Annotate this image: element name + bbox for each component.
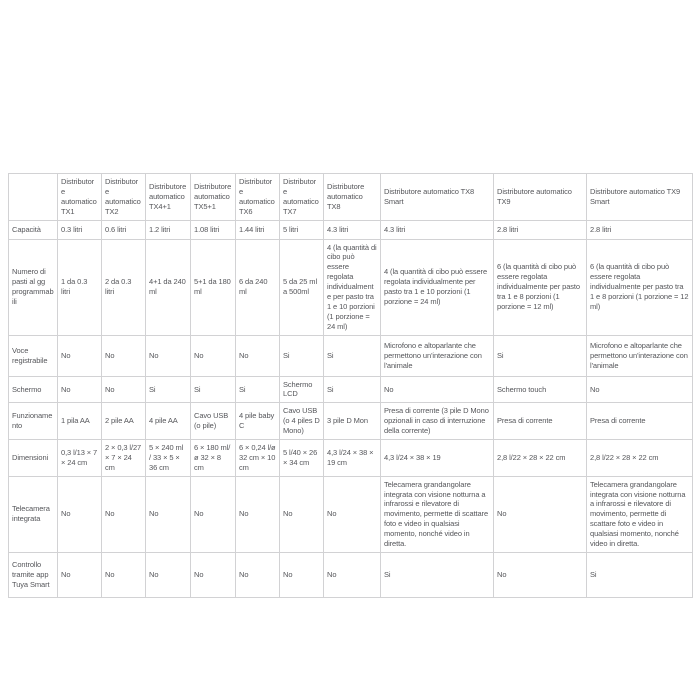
table-cell: 1 da 0.3 litri — [58, 239, 102, 335]
table-cell: No — [58, 335, 102, 376]
table-cell: 4,3 l/24 × 38 × 19 cm — [324, 440, 381, 477]
table-cell: 2 da 0.3 litri — [102, 239, 146, 335]
table-cell: No — [280, 476, 324, 552]
column-header: Distributore automatico TX2 — [102, 174, 146, 221]
row-label: Controllo tramite app Tuya Smart — [9, 552, 58, 597]
table-cell: No — [236, 335, 280, 376]
table-cell: No — [191, 476, 236, 552]
table-cell: 5+1 da 180 ml — [191, 239, 236, 335]
table-cell: No — [587, 376, 693, 403]
table-cell: No — [58, 476, 102, 552]
table-row — [9, 239, 693, 335]
table-cell: 4,3 l/24 × 38 × 19 — [381, 440, 494, 477]
table-cell: Si — [146, 376, 191, 403]
table-cell: Presa di corrente — [494, 403, 587, 440]
table-cell: 4.3 litri — [381, 220, 494, 239]
table-cell: 1.08 litri — [191, 220, 236, 239]
column-header: Distributore automatico TX1 — [58, 174, 102, 221]
table-cell: No — [494, 552, 587, 597]
table-cell: 2 pile AA — [102, 403, 146, 440]
table-cell: No — [236, 552, 280, 597]
table-cell: No — [146, 476, 191, 552]
table-cell: 2.8 litri — [587, 220, 693, 239]
table-cell: No — [102, 476, 146, 552]
corner-cell — [9, 174, 58, 221]
table-row — [9, 552, 693, 597]
table-cell: No — [191, 552, 236, 597]
table-cell: 4 (la quantità di cibo può essere regolata individualmente per pasto tra 1 e 10 porzioni (1 porzione = 24 ml) — [324, 239, 381, 335]
column-header: Distributore automatico TX8 Smart — [381, 174, 494, 221]
table-cell: 6 da 240 ml — [236, 239, 280, 335]
table-cell: 0.6 litri — [102, 220, 146, 239]
table-cell: Cavo USB (o pile) — [191, 403, 236, 440]
row-label: Dimensioni — [9, 440, 58, 477]
table-cell: 5 × 240 ml / 33 × 5 × 36 cm — [146, 440, 191, 477]
table-cell: 1.44 litri — [236, 220, 280, 239]
column-header: Distributore automatico TX9 Smart — [587, 174, 693, 221]
row-label: Schermo — [9, 376, 58, 403]
table-cell: 0,3 l/13 × 7 × 24 cm — [58, 440, 102, 477]
table-cell: No — [494, 476, 587, 552]
table-cell: 4 pile AA — [146, 403, 191, 440]
table-cell: Telecamera grandangolare integrata con visione notturna a infrarossi e rilevatore di movimento, permette di scattare foto e video in qualsiasi momento, nonché video in diretta. — [587, 476, 693, 552]
table-row — [9, 403, 693, 440]
table-cell: 2,8 l/22 × 28 × 22 cm — [587, 440, 693, 477]
row-label: Telecamera integrata — [9, 476, 58, 552]
table-cell: 0.3 litri — [58, 220, 102, 239]
table-cell: No — [324, 476, 381, 552]
table-cell: Si — [494, 335, 587, 376]
table-cell: 4 pile baby C — [236, 403, 280, 440]
table-cell: Si — [381, 552, 494, 597]
column-header: Distributore automatico TX9 — [494, 174, 587, 221]
column-header: Distributore automatico TX5+1 — [191, 174, 236, 221]
table-cell: No — [102, 552, 146, 597]
table-cell: 6 × 0,24 l/ø 32 cm × 10 cm — [236, 440, 280, 477]
product-comparison-table — [8, 173, 693, 598]
table-cell: Microfono e altoparlante che permettono un'interazione con l'animale — [587, 335, 693, 376]
table-cell: No — [280, 552, 324, 597]
table-cell: 6 × 180 ml/ø 32 × 8 cm — [191, 440, 236, 477]
table-cell: 5 da 25 ml a 500ml — [280, 239, 324, 335]
table-cell: Si — [324, 335, 381, 376]
table-cell: 2,8 l/22 × 28 × 22 cm — [494, 440, 587, 477]
column-header: Distributore automatico TX6 — [236, 174, 280, 221]
column-header: Distributore automatico TX7 — [280, 174, 324, 221]
table-cell: Telecamera grandangolare integrata con visione notturna a infrarossi e rilevatore di movimento, permette di scattare foto e video in qualsiasi momento, nonché video in diretta. — [381, 476, 494, 552]
table-cell: 6 (la quantità di cibo può essere regolata individualmente per pasto tra 1 e 8 porzioni (1 porzione = 12 ml) — [494, 239, 587, 335]
table-cell: No — [324, 552, 381, 597]
table-cell: Si — [587, 552, 693, 597]
table-row — [9, 220, 693, 239]
table-cell: 6 (la quantità di cibo può essere regolata individualmente per pasto tra 1 e 8 porzioni (1 porzione = 12 ml) — [587, 239, 693, 335]
table-cell: Microfono e altoparlante che permettono un'interazione con l'animale — [381, 335, 494, 376]
table-cell: 4 (la quantità di cibo può essere regolata individualmente per pasto tra 1 e 10 porzioni (1 porzione = 24 ml) — [381, 239, 494, 335]
row-label: Numero di pasti al gg programmabili — [9, 239, 58, 335]
table-cell: 1 pila AA — [58, 403, 102, 440]
table-cell: No — [58, 376, 102, 403]
table-cell: Si — [324, 376, 381, 403]
table-cell: No — [381, 376, 494, 403]
table-cell: 2.8 litri — [494, 220, 587, 239]
table-cell: No — [146, 335, 191, 376]
table-cell: Si — [191, 376, 236, 403]
table-cell: No — [58, 552, 102, 597]
table-cell: 4.3 litri — [324, 220, 381, 239]
table-cell: 3 pile D Mon — [324, 403, 381, 440]
table-cell: Si — [280, 335, 324, 376]
table-row — [9, 440, 693, 477]
table-cell: 4+1 da 240 ml — [146, 239, 191, 335]
product-comparison-table-wrap — [8, 173, 692, 598]
table-cell: 5 litri — [280, 220, 324, 239]
table-cell: No — [236, 476, 280, 552]
table-cell: Cavo USB (o 4 piles D Mono) — [280, 403, 324, 440]
table-cell: No — [191, 335, 236, 376]
table-cell: Si — [236, 376, 280, 403]
table-row — [9, 376, 693, 403]
table-cell: No — [102, 376, 146, 403]
header-row — [9, 174, 693, 221]
table-cell: 2 × 0,3 l/27 × 7 × 24 cm — [102, 440, 146, 477]
table-cell: Presa di corrente (3 pile D Mono opzionali in caso di interruzione della corrente) — [381, 403, 494, 440]
row-label: Capacità — [9, 220, 58, 239]
table-cell: Schermo LCD — [280, 376, 324, 403]
table-row — [9, 335, 693, 376]
table-cell: No — [146, 552, 191, 597]
table-cell: No — [102, 335, 146, 376]
table-cell: 1.2 litri — [146, 220, 191, 239]
table-cell: Presa di corrente — [587, 403, 693, 440]
table-row — [9, 476, 693, 552]
column-header: Distributore automatico TX8 — [324, 174, 381, 221]
table-cell: Schermo touch — [494, 376, 587, 403]
row-label: Voce registrabile — [9, 335, 58, 376]
table-cell: 5 l/40 × 26 × 34 cm — [280, 440, 324, 477]
row-label: Funzionamento — [9, 403, 58, 440]
column-header: Distributore automatico TX4+1 — [146, 174, 191, 221]
